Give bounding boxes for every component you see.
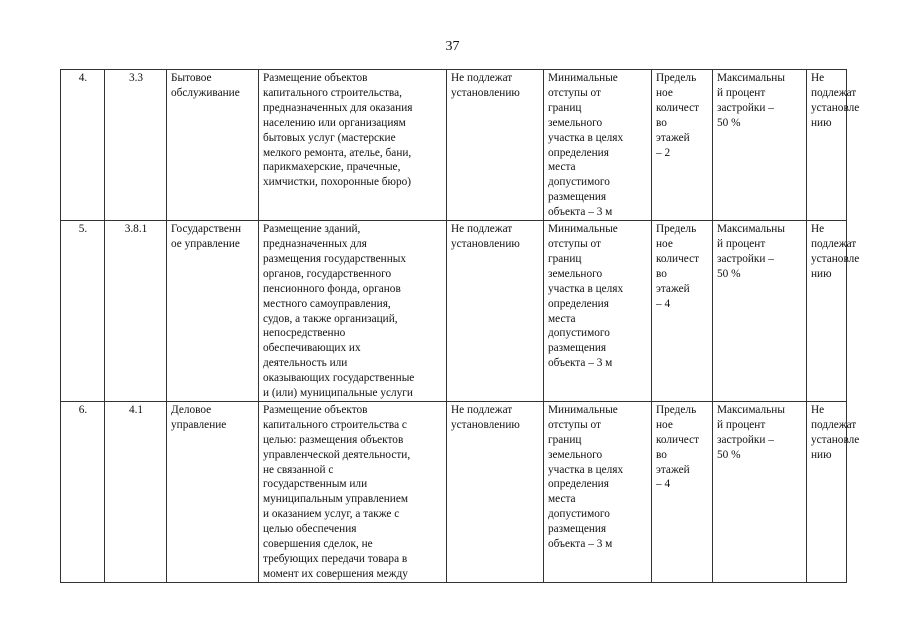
cell-text-line: муниципальным управлением — [263, 493, 408, 506]
cell-text-line: обеспечивающих их — [263, 342, 361, 355]
cell-text-line: 50 % — [717, 116, 741, 129]
cell-text-line: предназначенных для оказания — [263, 101, 413, 114]
cell-text-line: во — [656, 448, 667, 461]
cell-text-line: ное — [656, 418, 673, 431]
cell-text-line: Не — [811, 403, 825, 416]
cell-text-line: Максимальны — [717, 403, 785, 416]
cell-text-line: участка в целях — [548, 463, 624, 476]
cell-text-line: подлежат — [811, 237, 857, 250]
cell-text-line: отступы от — [548, 86, 601, 99]
cell-text-line: этажей — [656, 131, 690, 144]
cell-text-line: – 4 — [656, 478, 671, 491]
cell-text-line: ое управление — [171, 237, 240, 250]
cell-text-line: объекта – 3 м — [548, 357, 613, 370]
table-row — [61, 70, 847, 221]
cell-text-line: размещения — [548, 342, 607, 355]
cell-text-line: границ — [548, 101, 582, 114]
table-row — [61, 221, 847, 402]
cell-text-line: допустимого — [548, 176, 610, 189]
cell-text-line: й процент — [717, 237, 766, 250]
other-params-cell — [807, 70, 860, 221]
cell-text-line: деятельность или — [263, 357, 348, 370]
cell-text-line: момент их совершения между — [263, 567, 408, 580]
cell-text-line: подлежат — [811, 86, 857, 99]
cell-text-line: Размещение объектов — [263, 72, 368, 84]
cell-text-line: местного самоуправления, — [263, 297, 391, 310]
cell-text-line: количест — [656, 252, 700, 265]
use-name-cell — [167, 401, 259, 582]
cell-text-line: Деловое — [171, 403, 212, 416]
use-description-cell — [259, 401, 447, 582]
cell-text-line: допустимого — [548, 327, 610, 340]
cell-text-line: застройки – — [717, 252, 774, 265]
cell-text-line: объекта – 3 м — [548, 538, 613, 551]
cell-text-line: этажей — [656, 463, 690, 476]
other-params-cell — [807, 221, 860, 402]
cell-text-line: размещения — [548, 523, 607, 536]
cell-text-line: химчистки, похоронные бюро) — [263, 176, 412, 189]
cell-text-line: – 4 — [656, 297, 671, 310]
cell-text-line: предназначенных для — [263, 237, 367, 250]
cell-text-line: и оказанием услуг, а также с — [263, 508, 400, 521]
cell-text-line: установлению — [451, 418, 520, 431]
cell-text-line: управление — [171, 418, 227, 431]
cell-text-line: целью: размещения объектов — [263, 433, 404, 446]
page-number: 37 — [445, 39, 460, 54]
cell-text-line: Максимальны — [717, 72, 785, 84]
setback-cell — [544, 221, 652, 402]
coverage-cell — [713, 401, 807, 582]
cell-text-line: установле — [811, 252, 860, 265]
cell-text-line: установлению — [451, 86, 520, 99]
coverage-cell — [713, 221, 807, 402]
cell-text-line: нию — [811, 267, 832, 280]
cell-text-line: целью обеспечения — [263, 523, 357, 536]
cell-text-line: требующих передачи товара в — [263, 553, 408, 565]
cell-text-line: количест — [656, 433, 700, 446]
table-body — [61, 70, 860, 583]
max-floors-cell — [652, 221, 713, 402]
cell-text-line: и (или) муниципальные услуги — [263, 387, 413, 400]
cell-text-line: непосредственно — [263, 327, 346, 340]
setback-cell — [544, 401, 652, 582]
cell-text-line: Минимальные — [548, 223, 618, 236]
cell-text-line: отступы от — [548, 237, 601, 250]
cell-text-line: застройки – — [717, 433, 774, 446]
use-name-cell — [167, 70, 259, 221]
table-row — [61, 401, 847, 582]
cell-text-line: – 2 — [656, 146, 671, 159]
cell-text-line: определения — [548, 146, 609, 159]
cell-text-line: установле — [811, 101, 860, 114]
cell-text-line: Максимальны — [717, 223, 785, 236]
coverage-cell — [713, 70, 807, 221]
cell-text-line: 50 % — [717, 267, 741, 280]
use-code-cell: 3.8.1 — [105, 221, 167, 402]
use-description-cell — [259, 221, 447, 402]
cell-text-line: Минимальные — [548, 72, 618, 84]
cell-text-line: ное — [656, 237, 673, 250]
cell-text-line: нию — [811, 116, 832, 129]
use-name-cell — [167, 221, 259, 402]
cell-text-line: управленческой деятельности, — [263, 448, 411, 461]
cell-text-line: количест — [656, 101, 700, 114]
cell-text-line: оказывающих государственные — [263, 372, 415, 385]
cell-text-line: земельного — [548, 448, 603, 461]
cell-text-line: Не подлежат — [451, 72, 513, 84]
cell-text-line: Размещение объектов — [263, 403, 368, 416]
other-params-cell — [807, 401, 860, 582]
cell-text-line: застройки – — [717, 101, 774, 114]
cell-text-line: определения — [548, 478, 609, 491]
cell-text-line: размещения — [548, 191, 607, 204]
cell-text-line: ное — [656, 86, 673, 99]
cell-text-line: подлежат — [811, 418, 857, 431]
regulations-table — [60, 69, 860, 583]
cell-text-line: Государственн — [171, 223, 242, 236]
cell-text-line: места — [548, 493, 576, 506]
cell-text-line: границ — [548, 433, 582, 446]
setback-cell — [544, 70, 652, 221]
cell-text-line: места — [548, 161, 576, 174]
cell-text-line: нию — [811, 448, 832, 461]
cell-text-line: Размещение зданий, — [263, 223, 361, 236]
cell-text-line: капитального строительства, — [263, 86, 402, 99]
cell-text-line: капитального строительства с — [263, 418, 407, 431]
cell-text-line: места — [548, 312, 576, 325]
cell-text-line: объекта – 3 м — [548, 206, 613, 219]
cell-text-line: отступы от — [548, 418, 601, 431]
cell-text-line: органов, государственного — [263, 267, 392, 280]
use-code-cell: 4.1 — [105, 401, 167, 582]
cell-text-line: Предель — [656, 72, 697, 84]
cell-text-line: населению или организациям — [263, 116, 406, 129]
cell-text-line: Не подлежат — [451, 403, 513, 416]
plot-size-cell — [447, 401, 544, 582]
cell-text-line: установле — [811, 433, 860, 446]
row-number-cell: 6. — [61, 401, 105, 582]
cell-text-line: 50 % — [717, 448, 741, 461]
cell-text-line: Бытовое — [171, 72, 212, 84]
max-floors-cell — [652, 70, 713, 221]
use-description-cell — [259, 70, 447, 221]
plot-size-cell — [447, 70, 544, 221]
cell-text-line: во — [656, 267, 667, 280]
cell-text-line: не связанной с — [263, 463, 334, 476]
cell-text-line: бытовых услуг (мастерские — [263, 131, 396, 144]
cell-text-line: участка в целях — [548, 282, 624, 295]
cell-text-line: Не — [811, 223, 825, 236]
cell-text-line: парикмахерские, прачечные, — [263, 161, 401, 174]
cell-text-line: участка в целях — [548, 131, 624, 144]
cell-text-line: й процент — [717, 418, 766, 431]
cell-text-line: Минимальные — [548, 403, 618, 416]
cell-text-line: обслуживание — [171, 86, 240, 99]
cell-text-line: допустимого — [548, 508, 610, 521]
cell-text-line: совершения сделок, не — [263, 538, 373, 551]
cell-text-line: определения — [548, 297, 609, 310]
cell-text-line: пенсионного фонда, органов — [263, 282, 401, 295]
plot-size-cell — [447, 221, 544, 402]
cell-text-line: Предель — [656, 403, 697, 416]
cell-text-line: размещения государственных — [263, 252, 407, 265]
cell-text-line: мелкого ремонта, ателье, бани, — [263, 146, 412, 159]
row-number-cell: 4. — [61, 70, 105, 221]
cell-text-line: государственным или — [263, 478, 368, 491]
row-number-cell: 5. — [61, 221, 105, 402]
cell-text-line: земельного — [548, 116, 603, 129]
cell-text-line: границ — [548, 252, 582, 265]
cell-text-line: Предель — [656, 223, 697, 236]
cell-text-line: Не подлежат — [451, 223, 513, 236]
cell-text-line: судов, а также организаций, — [263, 312, 398, 325]
cell-text-line: установлению — [451, 237, 520, 250]
use-code-cell: 3.3 — [105, 70, 167, 221]
cell-text-line: земельного — [548, 267, 603, 280]
cell-text-line: Не — [811, 72, 825, 84]
cell-text-line: й процент — [717, 86, 766, 99]
cell-text-line: этажей — [656, 282, 690, 295]
cell-text-line: во — [656, 116, 667, 129]
max-floors-cell — [652, 401, 713, 582]
